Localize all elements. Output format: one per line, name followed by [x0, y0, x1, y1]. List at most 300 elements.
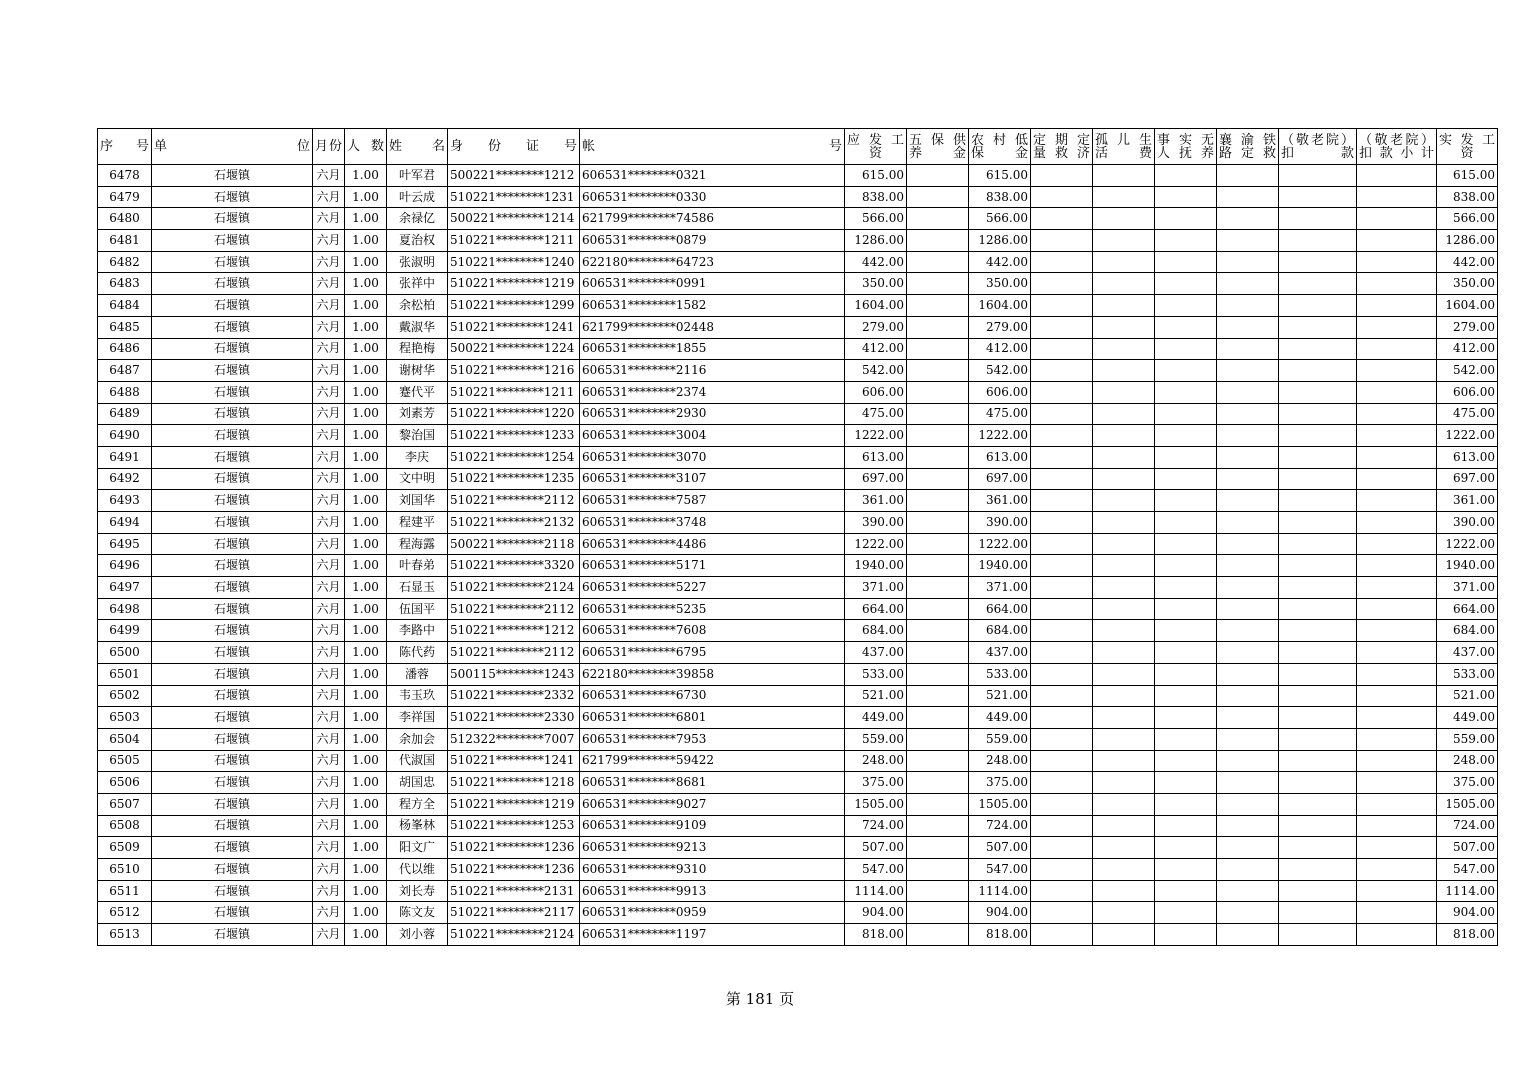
col-rural-dibao-cell: 1114.00: [969, 880, 1031, 902]
col-fixed-relief-cell: [1031, 186, 1093, 208]
col-de-facto-orphan-cell: [1155, 924, 1217, 946]
col-name-cell: 蹇代平: [387, 381, 448, 403]
col-nursing-home-deduction-cell: [1279, 425, 1357, 447]
col-rural-dibao-cell: 838.00: [969, 186, 1031, 208]
table-row: [98, 837, 1498, 859]
col-orphan-allowance-cell: [1093, 642, 1155, 664]
col-gross-pay-cell: 818.00: [845, 924, 907, 946]
col-fixed-relief-cell: [1031, 316, 1093, 338]
col-fixed-relief-cell: [1031, 230, 1093, 252]
col-id-number-cell: 510221********2332: [448, 685, 580, 707]
col-five-guarantee-cell: [907, 707, 969, 729]
col-id-number-cell: 510221********1231: [448, 186, 580, 208]
col-index-cell: 6483: [98, 273, 152, 295]
col-de-facto-orphan-cell: [1155, 230, 1217, 252]
col-five-guarantee-cell: [907, 598, 969, 620]
col-fixed-relief-cell: [1031, 837, 1093, 859]
col-id-number-cell: 500221********1214: [448, 208, 580, 230]
col-index-cell: 6513: [98, 924, 152, 946]
col-deduction-subtotal-cell: [1357, 381, 1437, 403]
col-name-cell: 程建平: [387, 512, 448, 534]
table-row: [98, 381, 1498, 403]
col-rural-dibao-cell: 521.00: [969, 685, 1031, 707]
col-id-number-cell: 510221********2112: [448, 490, 580, 512]
col-index-cell: 6491: [98, 446, 152, 468]
col-orphan-allowance-cell: [1093, 403, 1155, 425]
col-name-cell: 刘长寿: [387, 880, 448, 902]
col-index-cell: 6494: [98, 512, 152, 534]
col-index-cell: 6489: [98, 403, 152, 425]
col-account-cell: 606531********3004: [580, 425, 845, 447]
col-five-guarantee-cell: [907, 880, 969, 902]
col-month-cell: 六月: [313, 577, 345, 599]
col-name-cell: 谢树华: [387, 360, 448, 382]
col-name-cell: 余禄亿: [387, 208, 448, 230]
col-orphan-allowance-cell: [1093, 165, 1155, 187]
col-five-guarantee-cell: [907, 381, 969, 403]
col-index-cell: 6503: [98, 707, 152, 729]
col-count-cell: 1.00: [345, 707, 387, 729]
col-orphan-allowance-cell: [1093, 880, 1155, 902]
col-count-cell: 1.00: [345, 815, 387, 837]
col-unit-cell: 石堰镇: [152, 598, 313, 620]
col-unit-cell: 石堰镇: [152, 620, 313, 642]
col-month-cell: 六月: [313, 793, 345, 815]
col-five-guarantee-cell: [907, 577, 969, 599]
col-net-pay-cell: 606.00: [1437, 381, 1498, 403]
col-gross-pay-cell: 475.00: [845, 403, 907, 425]
table-row: [98, 859, 1498, 881]
col-account-cell: 606531********9310: [580, 859, 845, 881]
col-count-cell: 1.00: [345, 468, 387, 490]
col-xiangyu-railway-cell: [1217, 338, 1279, 360]
col-name-cell: 代淑国: [387, 750, 448, 772]
table-row: [98, 273, 1498, 295]
col-nursing-home-deduction-cell: [1279, 620, 1357, 642]
table-row: [98, 251, 1498, 273]
col-orphan-allowance-cell: [1093, 186, 1155, 208]
col-id-number-cell: 510221********1220: [448, 403, 580, 425]
col-rural-dibao-cell: 248.00: [969, 750, 1031, 772]
col-fixed-relief-cell: [1031, 663, 1093, 685]
col-de-facto-orphan-cell: [1155, 360, 1217, 382]
col-de-facto-orphan-cell: [1155, 750, 1217, 772]
col-count-cell: 1.00: [345, 750, 387, 772]
col-index-cell: 6495: [98, 533, 152, 555]
col-net-pay-cell: 361.00: [1437, 490, 1498, 512]
col-xiangyu-railway-cell: [1217, 577, 1279, 599]
col-unit-header: 单 位: [152, 129, 313, 165]
table-row: [98, 446, 1498, 468]
col-orphan-allowance-cell: [1093, 750, 1155, 772]
col-index-cell: 6502: [98, 685, 152, 707]
col-orphan-allowance-cell: [1093, 598, 1155, 620]
col-count-cell: 1.00: [345, 663, 387, 685]
col-fixed-relief-cell: [1031, 468, 1093, 490]
col-id-number-cell: 510221********1241: [448, 316, 580, 338]
col-account-header: 帐 号: [580, 129, 845, 165]
col-xiangyu-railway-cell: [1217, 295, 1279, 317]
col-de-facto-orphan-cell: [1155, 772, 1217, 794]
col-net-pay-cell: 390.00: [1437, 512, 1498, 534]
col-orphan-allowance-cell: [1093, 468, 1155, 490]
col-deduction-subtotal-cell: [1357, 728, 1437, 750]
col-fixed-relief-cell: [1031, 707, 1093, 729]
col-gross-pay-cell: 390.00: [845, 512, 907, 534]
col-account-cell: 606531********1582: [580, 295, 845, 317]
col-nursing-home-deduction-cell: [1279, 403, 1357, 425]
col-index-cell: 6487: [98, 360, 152, 382]
col-account-cell: 606531********0959: [580, 902, 845, 924]
col-unit-cell: 石堰镇: [152, 707, 313, 729]
table-row: [98, 642, 1498, 664]
col-nursing-home-deduction-cell: [1279, 685, 1357, 707]
col-gross-pay-cell: 1222.00: [845, 425, 907, 447]
col-count-cell: 1.00: [345, 512, 387, 534]
col-fixed-relief-cell: [1031, 360, 1093, 382]
col-fixed-relief-cell: [1031, 512, 1093, 534]
col-month-cell: 六月: [313, 165, 345, 187]
col-gross-pay-cell: 437.00: [845, 642, 907, 664]
col-net-pay-cell: 248.00: [1437, 750, 1498, 772]
col-unit-cell: 石堰镇: [152, 728, 313, 750]
col-fixed-relief-cell: [1031, 273, 1093, 295]
col-net-pay-cell: 1222.00: [1437, 425, 1498, 447]
col-nursing-home-deduction-cell: [1279, 468, 1357, 490]
col-id-number-cell: 510221********1235: [448, 468, 580, 490]
col-unit-cell: 石堰镇: [152, 685, 313, 707]
col-orphan-allowance-cell: [1093, 295, 1155, 317]
col-nursing-home-deduction-header: （敬老院） 扣 款: [1279, 129, 1357, 165]
col-month-header: 月份: [313, 129, 345, 165]
col-account-cell: 606531********3107: [580, 468, 845, 490]
col-index-cell: 6497: [98, 577, 152, 599]
col-account-cell: 622180********39858: [580, 663, 845, 685]
col-xiangyu-railway-cell: [1217, 403, 1279, 425]
col-de-facto-orphan-cell: [1155, 251, 1217, 273]
col-xiangyu-railway-cell: [1217, 880, 1279, 902]
col-de-facto-orphan-header: 事 实 无 人抚养: [1155, 129, 1217, 165]
col-net-pay-cell: 559.00: [1437, 728, 1498, 750]
table-row: [98, 338, 1498, 360]
col-five-guarantee-cell: [907, 533, 969, 555]
col-orphan-allowance-cell: [1093, 208, 1155, 230]
col-orphan-allowance-cell: [1093, 338, 1155, 360]
col-index-cell: 6488: [98, 381, 152, 403]
col-unit-cell: 石堰镇: [152, 793, 313, 815]
col-xiangyu-railway-cell: [1217, 685, 1279, 707]
col-rural-dibao-cell: 442.00: [969, 251, 1031, 273]
col-name-cell: 程艳梅: [387, 338, 448, 360]
table-row: [98, 685, 1498, 707]
col-unit-cell: 石堰镇: [152, 446, 313, 468]
col-net-pay-cell: 1505.00: [1437, 793, 1498, 815]
col-id-number-cell: 500115********1243: [448, 663, 580, 685]
col-count-cell: 1.00: [345, 360, 387, 382]
col-xiangyu-railway-cell: [1217, 750, 1279, 772]
col-de-facto-orphan-cell: [1155, 859, 1217, 881]
col-net-pay-cell: 449.00: [1437, 707, 1498, 729]
col-id-number-cell: 510221********2132: [448, 512, 580, 534]
col-unit-cell: 石堰镇: [152, 186, 313, 208]
col-index-cell: 6478: [98, 165, 152, 187]
col-five-guarantee-cell: [907, 815, 969, 837]
col-orphan-allowance-cell: [1093, 707, 1155, 729]
col-fixed-relief-cell: [1031, 403, 1093, 425]
col-deduction-subtotal-cell: [1357, 902, 1437, 924]
col-account-cell: 606531********7608: [580, 620, 845, 642]
table-row: [98, 533, 1498, 555]
col-de-facto-orphan-cell: [1155, 295, 1217, 317]
col-account-cell: 606531********1855: [580, 338, 845, 360]
col-orphan-allowance-cell: [1093, 728, 1155, 750]
col-count-cell: 1.00: [345, 230, 387, 252]
col-fixed-relief-cell: [1031, 772, 1093, 794]
col-account-cell: 606531********2116: [580, 360, 845, 382]
col-deduction-subtotal-header: （敬老院） 扣款小计: [1357, 129, 1437, 165]
col-deduction-subtotal-cell: [1357, 707, 1437, 729]
col-unit-cell: 石堰镇: [152, 902, 313, 924]
col-net-pay-cell: 1940.00: [1437, 555, 1498, 577]
col-nursing-home-deduction-cell: [1279, 598, 1357, 620]
col-xiangyu-railway-cell: [1217, 316, 1279, 338]
col-net-pay-cell: 818.00: [1437, 924, 1498, 946]
col-net-pay-cell: 613.00: [1437, 446, 1498, 468]
col-xiangyu-railway-cell: [1217, 902, 1279, 924]
col-name-cell: 陈文友: [387, 902, 448, 924]
col-account-cell: 622180********64723: [580, 251, 845, 273]
col-count-cell: 1.00: [345, 425, 387, 447]
col-de-facto-orphan-cell: [1155, 707, 1217, 729]
col-nursing-home-deduction-cell: [1279, 924, 1357, 946]
col-month-cell: 六月: [313, 685, 345, 707]
col-de-facto-orphan-cell: [1155, 403, 1217, 425]
table-row: [98, 208, 1498, 230]
col-de-facto-orphan-cell: [1155, 446, 1217, 468]
col-gross-pay-cell: 1604.00: [845, 295, 907, 317]
col-deduction-subtotal-cell: [1357, 186, 1437, 208]
table-row: [98, 165, 1498, 187]
col-name-cell: 韦玉玖: [387, 685, 448, 707]
col-gross-pay-cell: 361.00: [845, 490, 907, 512]
col-index-cell: 6508: [98, 815, 152, 837]
col-rural-dibao-cell: 1222.00: [969, 425, 1031, 447]
col-de-facto-orphan-cell: [1155, 685, 1217, 707]
col-rural-dibao-cell: 697.00: [969, 468, 1031, 490]
col-de-facto-orphan-cell: [1155, 165, 1217, 187]
col-fixed-relief-cell: [1031, 859, 1093, 881]
col-id-number-cell: 510221********1212: [448, 620, 580, 642]
col-unit-cell: 石堰镇: [152, 533, 313, 555]
col-nursing-home-deduction-cell: [1279, 772, 1357, 794]
col-nursing-home-deduction-cell: [1279, 186, 1357, 208]
col-name-cell: 杨峯林: [387, 815, 448, 837]
col-xiangyu-railway-cell: [1217, 555, 1279, 577]
col-id-number-cell: 510221********2124: [448, 924, 580, 946]
table-row: [98, 598, 1498, 620]
col-net-pay-cell: 664.00: [1437, 598, 1498, 620]
col-id-number-cell: 510221********2131: [448, 880, 580, 902]
col-nursing-home-deduction-cell: [1279, 859, 1357, 881]
col-account-cell: 606531********7953: [580, 728, 845, 750]
col-gross-pay-cell: 412.00: [845, 338, 907, 360]
col-orphan-allowance-cell: [1093, 620, 1155, 642]
col-net-pay-cell: 724.00: [1437, 815, 1498, 837]
col-net-pay-cell: 566.00: [1437, 208, 1498, 230]
col-id-number-cell: 510221********2112: [448, 642, 580, 664]
table-row: [98, 360, 1498, 382]
col-name-cell: 夏治权: [387, 230, 448, 252]
col-deduction-subtotal-cell: [1357, 230, 1437, 252]
col-month-cell: 六月: [313, 316, 345, 338]
col-nursing-home-deduction-cell: [1279, 642, 1357, 664]
col-account-cell: 606531********9213: [580, 837, 845, 859]
col-index-cell: 6510: [98, 859, 152, 881]
col-index-cell: 6506: [98, 772, 152, 794]
table-row: [98, 316, 1498, 338]
col-account-cell: 606531********2374: [580, 381, 845, 403]
col-five-guarantee-cell: [907, 902, 969, 924]
col-name-cell: 叶春弟: [387, 555, 448, 577]
col-gross-pay-cell: 559.00: [845, 728, 907, 750]
col-id-number-cell: 510221********1218: [448, 772, 580, 794]
col-de-facto-orphan-cell: [1155, 425, 1217, 447]
col-de-facto-orphan-cell: [1155, 880, 1217, 902]
col-rural-dibao-cell: 350.00: [969, 273, 1031, 295]
col-account-cell: 606531********2930: [580, 403, 845, 425]
col-orphan-allowance-cell: [1093, 425, 1155, 447]
col-id-number-cell: 510221********1253: [448, 815, 580, 837]
col-xiangyu-railway-cell: [1217, 642, 1279, 664]
col-nursing-home-deduction-cell: [1279, 728, 1357, 750]
table-row: [98, 403, 1498, 425]
col-unit-cell: 石堰镇: [152, 381, 313, 403]
col-id-number-cell: 510221********1211: [448, 381, 580, 403]
col-orphan-allowance-cell: [1093, 772, 1155, 794]
col-count-cell: 1.00: [345, 273, 387, 295]
col-unit-cell: 石堰镇: [152, 230, 313, 252]
col-five-guarantee-cell: [907, 642, 969, 664]
table-body: [98, 165, 1498, 946]
col-rural-dibao-cell: 566.00: [969, 208, 1031, 230]
col-nursing-home-deduction-cell: [1279, 338, 1357, 360]
col-five-guarantee-cell: [907, 186, 969, 208]
col-name-cell: 戴淑华: [387, 316, 448, 338]
col-rural-dibao-cell: 371.00: [969, 577, 1031, 599]
col-de-facto-orphan-cell: [1155, 815, 1217, 837]
col-gross-pay-cell: 350.00: [845, 273, 907, 295]
col-unit-cell: 石堰镇: [152, 165, 313, 187]
col-index-cell: 6499: [98, 620, 152, 642]
col-orphan-allowance-cell: [1093, 685, 1155, 707]
col-net-pay-cell: 1114.00: [1437, 880, 1498, 902]
col-rural-dibao-cell: 390.00: [969, 512, 1031, 534]
col-de-facto-orphan-cell: [1155, 837, 1217, 859]
col-fixed-relief-cell: [1031, 165, 1093, 187]
table-row: [98, 880, 1498, 902]
col-name-cell: 刘国华: [387, 490, 448, 512]
col-de-facto-orphan-cell: [1155, 468, 1217, 490]
col-index-cell: 6481: [98, 230, 152, 252]
col-unit-cell: 石堰镇: [152, 642, 313, 664]
col-unit-cell: 石堰镇: [152, 316, 313, 338]
col-net-pay-cell: 507.00: [1437, 837, 1498, 859]
col-xiangyu-railway-cell: [1217, 186, 1279, 208]
col-nursing-home-deduction-cell: [1279, 295, 1357, 317]
col-month-cell: 六月: [313, 663, 345, 685]
col-count-cell: 1.00: [345, 381, 387, 403]
col-count-cell: 1.00: [345, 338, 387, 360]
col-name-cell: 陈代药: [387, 642, 448, 664]
col-unit-cell: 石堰镇: [152, 750, 313, 772]
col-id-number-cell: 510221********1219: [448, 273, 580, 295]
col-de-facto-orphan-cell: [1155, 490, 1217, 512]
col-gross-pay-cell: 606.00: [845, 381, 907, 403]
col-rural-dibao-cell: 818.00: [969, 924, 1031, 946]
col-gross-pay-cell: 724.00: [845, 815, 907, 837]
col-index-cell: 6480: [98, 208, 152, 230]
col-rural-dibao-header: 农 村 低 保 金: [969, 129, 1031, 165]
col-nursing-home-deduction-cell: [1279, 663, 1357, 685]
col-index-cell: 6496: [98, 555, 152, 577]
col-account-cell: 606531********0991: [580, 273, 845, 295]
table-row: [98, 186, 1498, 208]
col-xiangyu-railway-cell: [1217, 381, 1279, 403]
col-xiangyu-railway-cell: [1217, 360, 1279, 382]
col-index-cell: 6504: [98, 728, 152, 750]
col-orphan-allowance-cell: [1093, 555, 1155, 577]
col-month-cell: 六月: [313, 208, 345, 230]
col-account-cell: 606531********1197: [580, 924, 845, 946]
col-five-guarantee-cell: [907, 251, 969, 273]
col-deduction-subtotal-cell: [1357, 555, 1437, 577]
col-unit-cell: 石堰镇: [152, 490, 313, 512]
col-five-guarantee-cell: [907, 512, 969, 534]
col-account-cell: 606531********6795: [580, 642, 845, 664]
col-rural-dibao-cell: 361.00: [969, 490, 1031, 512]
col-count-cell: 1.00: [345, 598, 387, 620]
col-nursing-home-deduction-cell: [1279, 381, 1357, 403]
col-gross-pay-cell: 547.00: [845, 859, 907, 881]
col-id-number-header: 身 份 证 号: [448, 129, 580, 165]
col-account-cell: 606531********0330: [580, 186, 845, 208]
col-deduction-subtotal-cell: [1357, 577, 1437, 599]
col-unit-cell: 石堰镇: [152, 924, 313, 946]
col-xiangyu-railway-cell: [1217, 425, 1279, 447]
col-index-header: 序 号: [98, 129, 152, 165]
table-row: [98, 750, 1498, 772]
col-rural-dibao-cell: 615.00: [969, 165, 1031, 187]
col-net-pay-cell: 279.00: [1437, 316, 1498, 338]
col-month-cell: 六月: [313, 381, 345, 403]
col-account-cell: 606531********6801: [580, 707, 845, 729]
col-name-cell: 伍国平: [387, 598, 448, 620]
col-month-cell: 六月: [313, 186, 345, 208]
col-nursing-home-deduction-cell: [1279, 577, 1357, 599]
col-net-pay-cell: 838.00: [1437, 186, 1498, 208]
col-fixed-relief-cell: [1031, 750, 1093, 772]
col-account-cell: 606531********9027: [580, 793, 845, 815]
col-id-number-cell: 510221********2124: [448, 577, 580, 599]
col-gross-pay-cell: 442.00: [845, 251, 907, 273]
col-index-cell: 6500: [98, 642, 152, 664]
col-deduction-subtotal-cell: [1357, 772, 1437, 794]
col-five-guarantee-cell: [907, 924, 969, 946]
col-count-cell: 1.00: [345, 793, 387, 815]
col-rural-dibao-cell: 533.00: [969, 663, 1031, 685]
col-deduction-subtotal-cell: [1357, 208, 1437, 230]
col-month-cell: 六月: [313, 620, 345, 642]
